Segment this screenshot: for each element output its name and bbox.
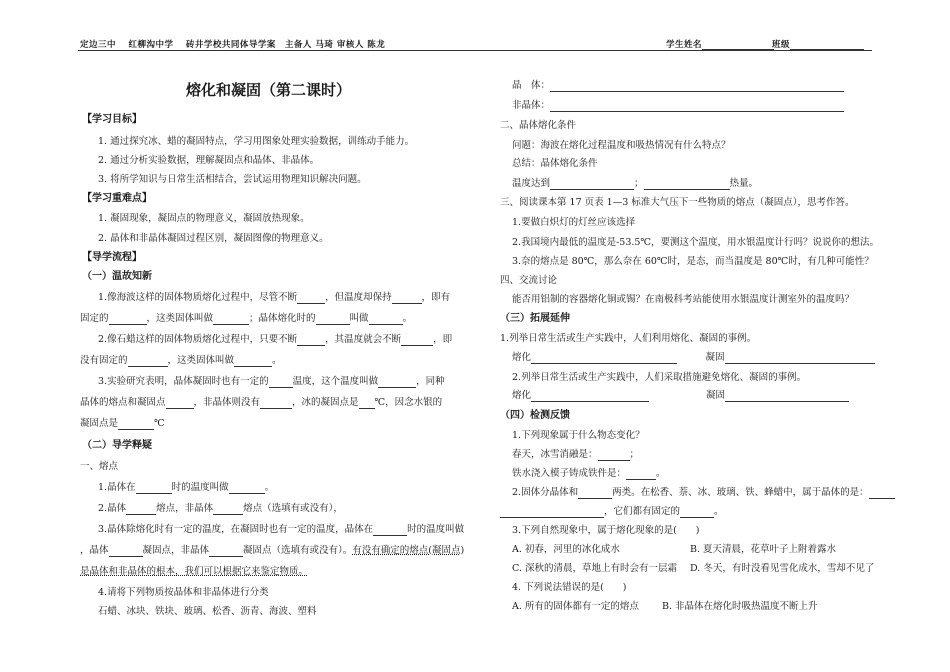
text: 2.像石蜡这样的固体物质熔化过程中，只要不断 [98, 334, 298, 345]
review-q3-line2 [80, 397, 442, 409]
blank[interactable] [644, 179, 730, 190]
text: 温度达到 [512, 178, 551, 189]
text: 凝固点是 [80, 418, 119, 429]
explain-q3-line1 [98, 524, 464, 536]
goal-item: 1. 通过探究冰、蜡的凝固特点，学习用图象处理实验数据，训练动手能力。 [98, 136, 415, 147]
text: ；晶体熔化时的 [249, 313, 316, 324]
text: 。 [402, 313, 413, 324]
explain-q1 [98, 482, 274, 494]
blank[interactable] [128, 356, 168, 367]
page-title: 熔化和凝固（第二课时） [186, 81, 352, 99]
blank[interactable] [725, 353, 875, 364]
blank[interactable] [297, 293, 325, 304]
text: ，非晶体则没有 [193, 397, 261, 408]
blank[interactable] [260, 398, 292, 409]
blank[interactable] [598, 450, 630, 461]
text: 1.像海波这样的固体物质熔化过程中，尽管不断 [98, 292, 298, 303]
review-heading: （一）温故知新 [82, 271, 152, 282]
class-field[interactable] [772, 38, 864, 50]
text: 熔化 [512, 352, 532, 363]
part3-item: 3.奈的熔点是 80℃，那么奈在 60℃时，是态，而当温度是 80℃时，有几种可能性？ [512, 256, 874, 267]
check-q2-line1 [512, 487, 895, 499]
text: 。 [714, 506, 724, 517]
crystal-blank[interactable] [550, 81, 844, 92]
check-q2-line2 [500, 506, 724, 518]
text: 固定的 [80, 313, 109, 324]
student-name-blank[interactable] [702, 39, 774, 50]
blank[interactable] [531, 353, 677, 364]
check-q3-option-c[interactable]: C. 深秋的清晨，草地上有时会有一层霜 [512, 563, 677, 574]
header-info: 定边三中 红柳沟中学 砖井学校共同体导学案 主备人 马琦 审核人 陈龙 [80, 40, 386, 50]
part1-heading: 一、熔点 [80, 461, 119, 472]
text: 凝固 [706, 390, 726, 401]
text: ℃，因念水银的 [374, 397, 443, 408]
blank[interactable] [500, 507, 604, 518]
blank[interactable] [213, 314, 249, 325]
ext-q1-answers [512, 352, 875, 364]
part4-heading: 四、交流讨论 [500, 275, 558, 286]
class-label: 班级 [772, 40, 791, 50]
text: ，晶体 [80, 545, 109, 556]
student-name-field[interactable] [666, 38, 774, 50]
key-item: 2. 晶体和非晶体凝固过程区别，凝固图像的物理意义。 [98, 233, 329, 244]
explain-q3-line3 [80, 566, 308, 578]
blank[interactable] [109, 546, 143, 557]
blank[interactable] [269, 377, 293, 388]
blank[interactable] [531, 391, 649, 402]
class-blank[interactable] [790, 39, 864, 50]
text: 3.实验研究表明，晶体凝固时也有一定的 [98, 376, 269, 387]
text: 时的温度叫做 [407, 524, 465, 535]
text: ，冰的凝固点是 [292, 397, 359, 408]
blank[interactable] [578, 488, 612, 499]
review-q2-line1 [98, 334, 452, 346]
check-q1-a: 春天，冰雪消融是： ； [512, 449, 640, 460]
text: 1.晶体在 [98, 482, 136, 493]
text: 热量。 [729, 178, 759, 189]
check-q1: 1.下列现象属于什么物态变化？ [512, 430, 645, 441]
check-q4-option-a[interactable]: A. 所有的固体都有一定的熔点 [512, 601, 639, 612]
blank[interactable] [213, 504, 243, 515]
text: 。 [264, 482, 275, 493]
text: 凝固点（选填有或没有）。 [243, 545, 353, 556]
check-q4-option-b[interactable]: B. 非晶体在熔化时吸热温度不断上升 [662, 601, 818, 612]
blank[interactable] [869, 488, 895, 499]
check-q3: 3.下列自然现象中，属于熔化现象的是( ) [512, 525, 700, 536]
text: 熔点，非晶体 [156, 503, 214, 514]
ext-q2: 2.列举日常生活或生产实践中，人们采取措施避免熔化、凝固的事例。 [512, 372, 807, 383]
blank[interactable] [550, 179, 634, 190]
blank[interactable] [369, 314, 403, 325]
blank[interactable] [126, 504, 156, 515]
text: ，其温度就会不断 [325, 334, 402, 345]
text: 时的温度叫做 [171, 482, 229, 493]
header-divider [78, 50, 872, 51]
text: 熔化 [512, 390, 532, 401]
check-q1-b: 铁水浇入模子铸成铁件是： 。 [512, 468, 666, 479]
text: ，它们都有固定的 [604, 506, 681, 517]
text: 没有固定的 [80, 355, 128, 366]
text: 2.固体分晶体和 [512, 487, 579, 498]
text: 3.晶体除熔化时有一定的温度，在凝固时也有一定的温度，晶体在 [98, 524, 374, 535]
text: 有没有确定的熔点(凝固点) [352, 545, 465, 556]
text: 春天，冰雪消融是： [512, 449, 598, 460]
text: ，同种 [416, 376, 445, 387]
blank[interactable] [626, 469, 656, 480]
text: ，但温度却保持 [325, 292, 392, 303]
review-q3-line3 [80, 418, 165, 430]
explain-q3-line2 [80, 545, 464, 557]
check-heading: （四）检测反馈 [500, 410, 570, 421]
blank[interactable] [229, 483, 265, 494]
text: 。 [272, 355, 282, 366]
crystal-row [512, 80, 844, 92]
part4-discuss: 能否用铝制的容器熔化铜或锡？在南极科考站能使用水银温度计测室外的温度吗？ [512, 294, 855, 305]
review-q1-line1 [98, 292, 450, 304]
review-q2-line2 [80, 355, 282, 367]
part2-condition: 温度达到 ； 热量。 [512, 178, 759, 189]
review-q1-line2 [80, 313, 412, 325]
noncrystal-label: 非晶体： [512, 100, 551, 111]
student-name-label: 学生姓名 [666, 40, 703, 50]
blank[interactable] [373, 525, 407, 536]
blank[interactable] [680, 507, 714, 518]
blank[interactable] [725, 391, 849, 402]
blank[interactable] [209, 546, 243, 557]
text: ，即 [433, 334, 453, 345]
check-q3-option-b[interactable]: B. 夏天清晨，花草叶子上附着露水 [690, 544, 837, 555]
part3-item: 2.我国境内最低的温度是-53.5℃，要测这个温度，用水银温度计行吗？说说你的想法。 [512, 237, 880, 248]
explain-q4-materials: 石蜡、冰块、铁块、玻璃、松香、沥青、海波、塑料 [98, 606, 317, 617]
ext-q1: 1.列举日常生活或生产实践中，人们利用熔化、凝固的事例。 [500, 333, 757, 344]
explain-q4: 4.请将下列物质按晶体和非晶体进行分类 [98, 587, 269, 598]
text: 两类。在松香、萘、冰、玻璃、铁、蜂蜡中，属于晶体的是： [612, 487, 869, 498]
blank[interactable] [136, 483, 172, 494]
part2-question: 问题：海波在熔化过程温度和吸热情况有什么特点？ [512, 140, 731, 151]
noncrystal-row [512, 100, 844, 112]
ext-q2-answers [512, 390, 849, 402]
text: ，这类固体叫做 [146, 313, 214, 324]
goal-item: 3. 将所学知识与日常生活相结合，尝试运用物理知识解决问题。 [98, 174, 367, 185]
check-q3-option-a[interactable]: A. 初春，河里的冰化成水 [512, 544, 620, 555]
text: 叫做 [349, 313, 369, 324]
text: 是晶体和非晶体的根本，我们可以根据它来鉴定物质。 [80, 566, 309, 577]
explain-q2 [98, 503, 343, 515]
text: ，即有 [421, 292, 451, 303]
flow-heading: 【导学流程】 [82, 252, 142, 263]
goal-item: 2. 通过分析实验数据，理解凝固点和晶体、非晶体。 [98, 155, 320, 166]
part3-item: 1.要做白炽灯的灯丝应该选择 [512, 217, 636, 228]
crystal-label: 晶 体： [512, 80, 551, 91]
part2-heading: 二、晶体熔化条件 [500, 120, 577, 131]
text: 熔点（选填有或没有）， [243, 503, 343, 514]
blank[interactable] [392, 293, 422, 304]
text: 铁水浇入模子铸成铁件是： [512, 468, 627, 479]
text: 晶体的熔点和凝固点 [80, 397, 166, 408]
key-item: 1. 凝固现象，凝固点的物理意义，凝固放热现象。 [98, 213, 310, 224]
review-q3-line1 [98, 376, 445, 388]
goals-heading: 【学习目标】 [82, 114, 142, 125]
check-q4: 4. 下列说法错误的是( ) [512, 582, 627, 593]
blank[interactable] [118, 419, 154, 430]
part3-heading: 三、阅读课本第 17 页表 1—3 标准大气压下一些物质的熔点（凝固点），思考作答。 [500, 197, 855, 208]
blank[interactable] [378, 377, 416, 388]
text: 凝固 [705, 352, 725, 363]
check-q3-option-d[interactable]: D. 冬天，有时没看见雪化成水，雪却不见了 [690, 563, 875, 574]
text: 温度，这个温度叫做 [292, 376, 379, 387]
blank[interactable] [109, 314, 147, 325]
ext-heading: （三）拓展延伸 [500, 313, 570, 324]
text: ℃ [154, 418, 165, 429]
part2-summary: 总结：晶体熔化条件 [512, 158, 598, 169]
explain-heading: （二）导学释疑 [82, 440, 152, 451]
blank[interactable] [166, 398, 194, 409]
blank[interactable] [316, 314, 350, 325]
blank[interactable] [401, 335, 433, 346]
text: ，这类固体叫做 [167, 355, 235, 366]
text: 2.晶体 [98, 503, 127, 514]
text: 凝固点，非晶体 [142, 545, 210, 556]
noncrystal-blank[interactable] [550, 101, 844, 112]
key-heading: 【学习重难点】 [82, 193, 152, 204]
blank[interactable] [234, 356, 272, 367]
blank[interactable] [297, 335, 325, 346]
blank[interactable] [359, 398, 375, 409]
